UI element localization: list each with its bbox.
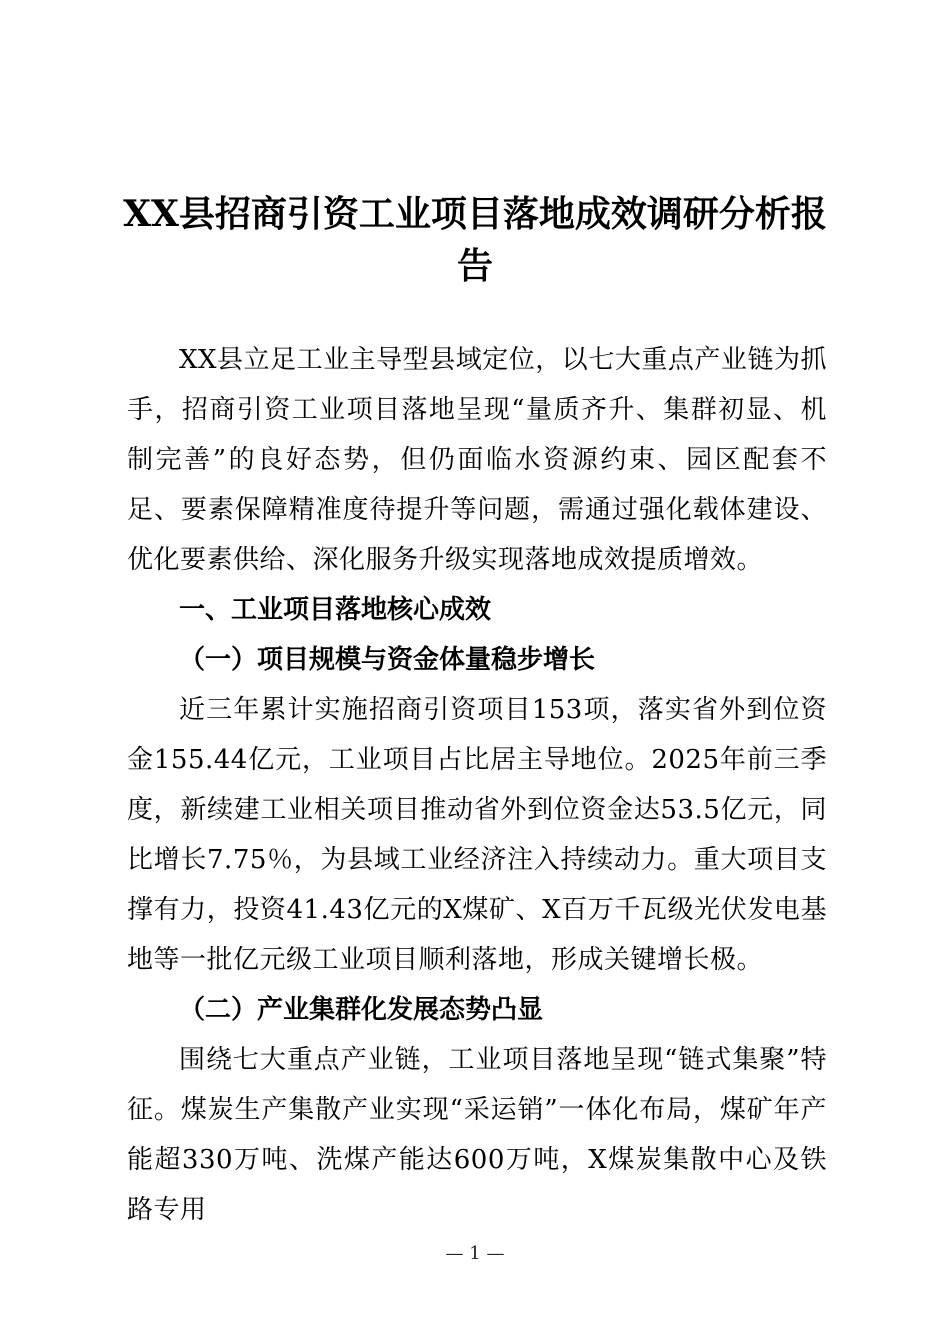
report-body: [127, 335, 827, 1235]
section-heading-1: 一、工业项目落地核心成效: [179, 595, 492, 625]
report-title: XX县招商引资工业项目落地成效调研分析报告: [123, 193, 827, 287]
intro-paragraph: XX县立足工业主导型县域定位，以七大重点产业链为抓手，招商引资工业项目落地呈现“量质齐升、集群初显、机制完善”的良好态势，但仍面临水资源约束、园区配套不足、要素保障精准度待提升等问题，需通过强化载体建设、优化要素供给、深化服务升级实现落地成效提质增效。: [127, 345, 827, 575]
subsection-paragraph-2: 围绕七大重点产业链，工业项目落地呈现“链式集聚”特征。煤炭生产集散产业实现“采运销”一体化布局，煤矿年产能超330万吨、洗煤产能达600万吨，X煤炭集散中心及铁路专用: [127, 1045, 827, 1225]
subsection-heading-1: （一）项目规模与资金体量稳步增长: [179, 645, 596, 675]
page-number: — 1 —: [445, 1243, 505, 1264]
subsection-paragraph-1: 近三年累计实施招商引资项目153项，落实省外到位资金155.44亿元，工业项目占比居主导地位。2025年前三季度，新续建工业相关项目推动省外到位资金达53.5亿元，同比增长7.75％，为县域工业经济注入持续动力。重大项目支撑有力，投资41.43亿元的X煤矿、X百万千瓦级光伏发电基地等一批亿元级工业项目顺利落地，形成关键增长极。: [127, 695, 827, 975]
subsection-heading-2: （二）产业集群化发展态势凸显: [179, 995, 544, 1025]
